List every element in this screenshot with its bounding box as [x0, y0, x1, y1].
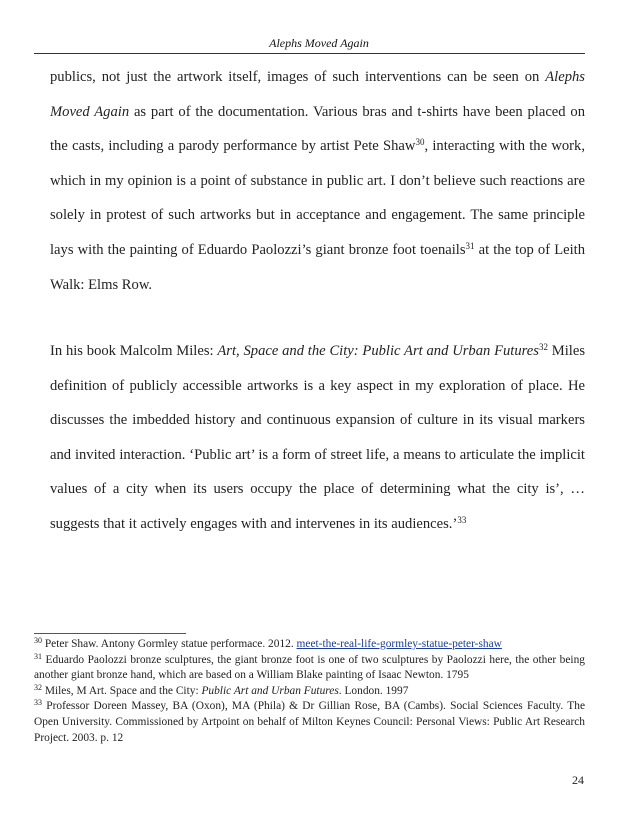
footnotes [34, 637, 585, 746]
footnote-number: 30 [34, 636, 42, 645]
footnote-number: 32 [34, 682, 42, 692]
footnote-link[interactable]: meet-the-real-life-gormley-statue-peter-shaw [296, 638, 502, 650]
footnote-text: Miles, M Art. Space and the City: [42, 684, 202, 697]
footnote-33 [34, 699, 585, 746]
footnote-text: Eduardo Paolozzi bronze sculptures, the giant bronze foot is one of two sculptures by Paolozzi here, the other being another giant bronze hand, which are based on a William Blake painting of Isaac Newton. 1795 [34, 653, 585, 682]
footnote-30 [34, 637, 585, 653]
paragraph-text: , interacting with the work, which in my opinion is a point of substance in public art. I don’t believe such reactions are solely in protest of such artworks but in acceptance and engagement. The same principle lays with the painting of Eduardo Paolozzi’s giant bronze foot toenails [50, 138, 585, 258]
footnote-text: Professor Doreen Massey, BA (Oxon), MA (Phila) & Dr Gillian Rose, BA (Cambs). Social Sciences Faculty. The Open University. Commissioned by Artpoint on behalf of Milton Keynes Council: Personal Views: Public Art Research Project. 2003. p. 12 [34, 700, 585, 744]
footnote-number: 33 [34, 698, 42, 708]
page-number: 24 [572, 773, 584, 787]
paragraph-text: publics, not just the artwork itself, images of such interventions can be seen on [50, 69, 546, 85]
footnote-32 [34, 684, 585, 700]
footnote-italic-title: Public Art and Urban Futures [201, 684, 339, 697]
footnote-number: 31 [34, 651, 42, 661]
footnote-ref-32[interactable]: 32 [538, 342, 548, 352]
running-header: Alephs Moved Again [269, 36, 369, 50]
paragraph-text: as part of the documentation. Various bras and t-shirts have been placed on the casts, including a parody performance by artist Pete Shaw [50, 103, 585, 155]
footnote-text: Peter Shaw. Antony Gormley statue performace. 2012. [42, 638, 297, 650]
italic-book-title: Art, Space and the City: Public Art and Urban Futures [217, 343, 539, 359]
body-paragraph-1 [50, 60, 585, 302]
footnote-ref-31[interactable]: 31 [465, 240, 475, 251]
paragraph-text: at the top of Leith Walk: Elms Row. [50, 241, 585, 293]
footnote-text-tail: . London. 1997 [338, 684, 409, 697]
italic-title: Alephs Moved Again [50, 69, 585, 120]
footnote-31 [34, 653, 585, 684]
footnote-separator [34, 633, 186, 634]
footnote-ref-33[interactable]: 33 [457, 514, 467, 525]
header-divider [34, 53, 585, 54]
paragraph-text: Miles definition of publicly accessible artworks is a key aspect in my exploration of place. He discusses the imbedded history and continuous expansion of culture in its visual markers and invited interaction. ‘Public art’ is a form of street life, a means to articulate the implicit values of a city when its users occupy the place of determining what the city is’, … suggests that it actively engages with and intervenes in its audiences.’ [50, 343, 586, 532]
paragraph-text: In his book Malcolm Miles: [50, 343, 218, 359]
body-paragraph-2 [50, 334, 585, 542]
footnote-ref-30[interactable]: 30 [415, 137, 425, 148]
